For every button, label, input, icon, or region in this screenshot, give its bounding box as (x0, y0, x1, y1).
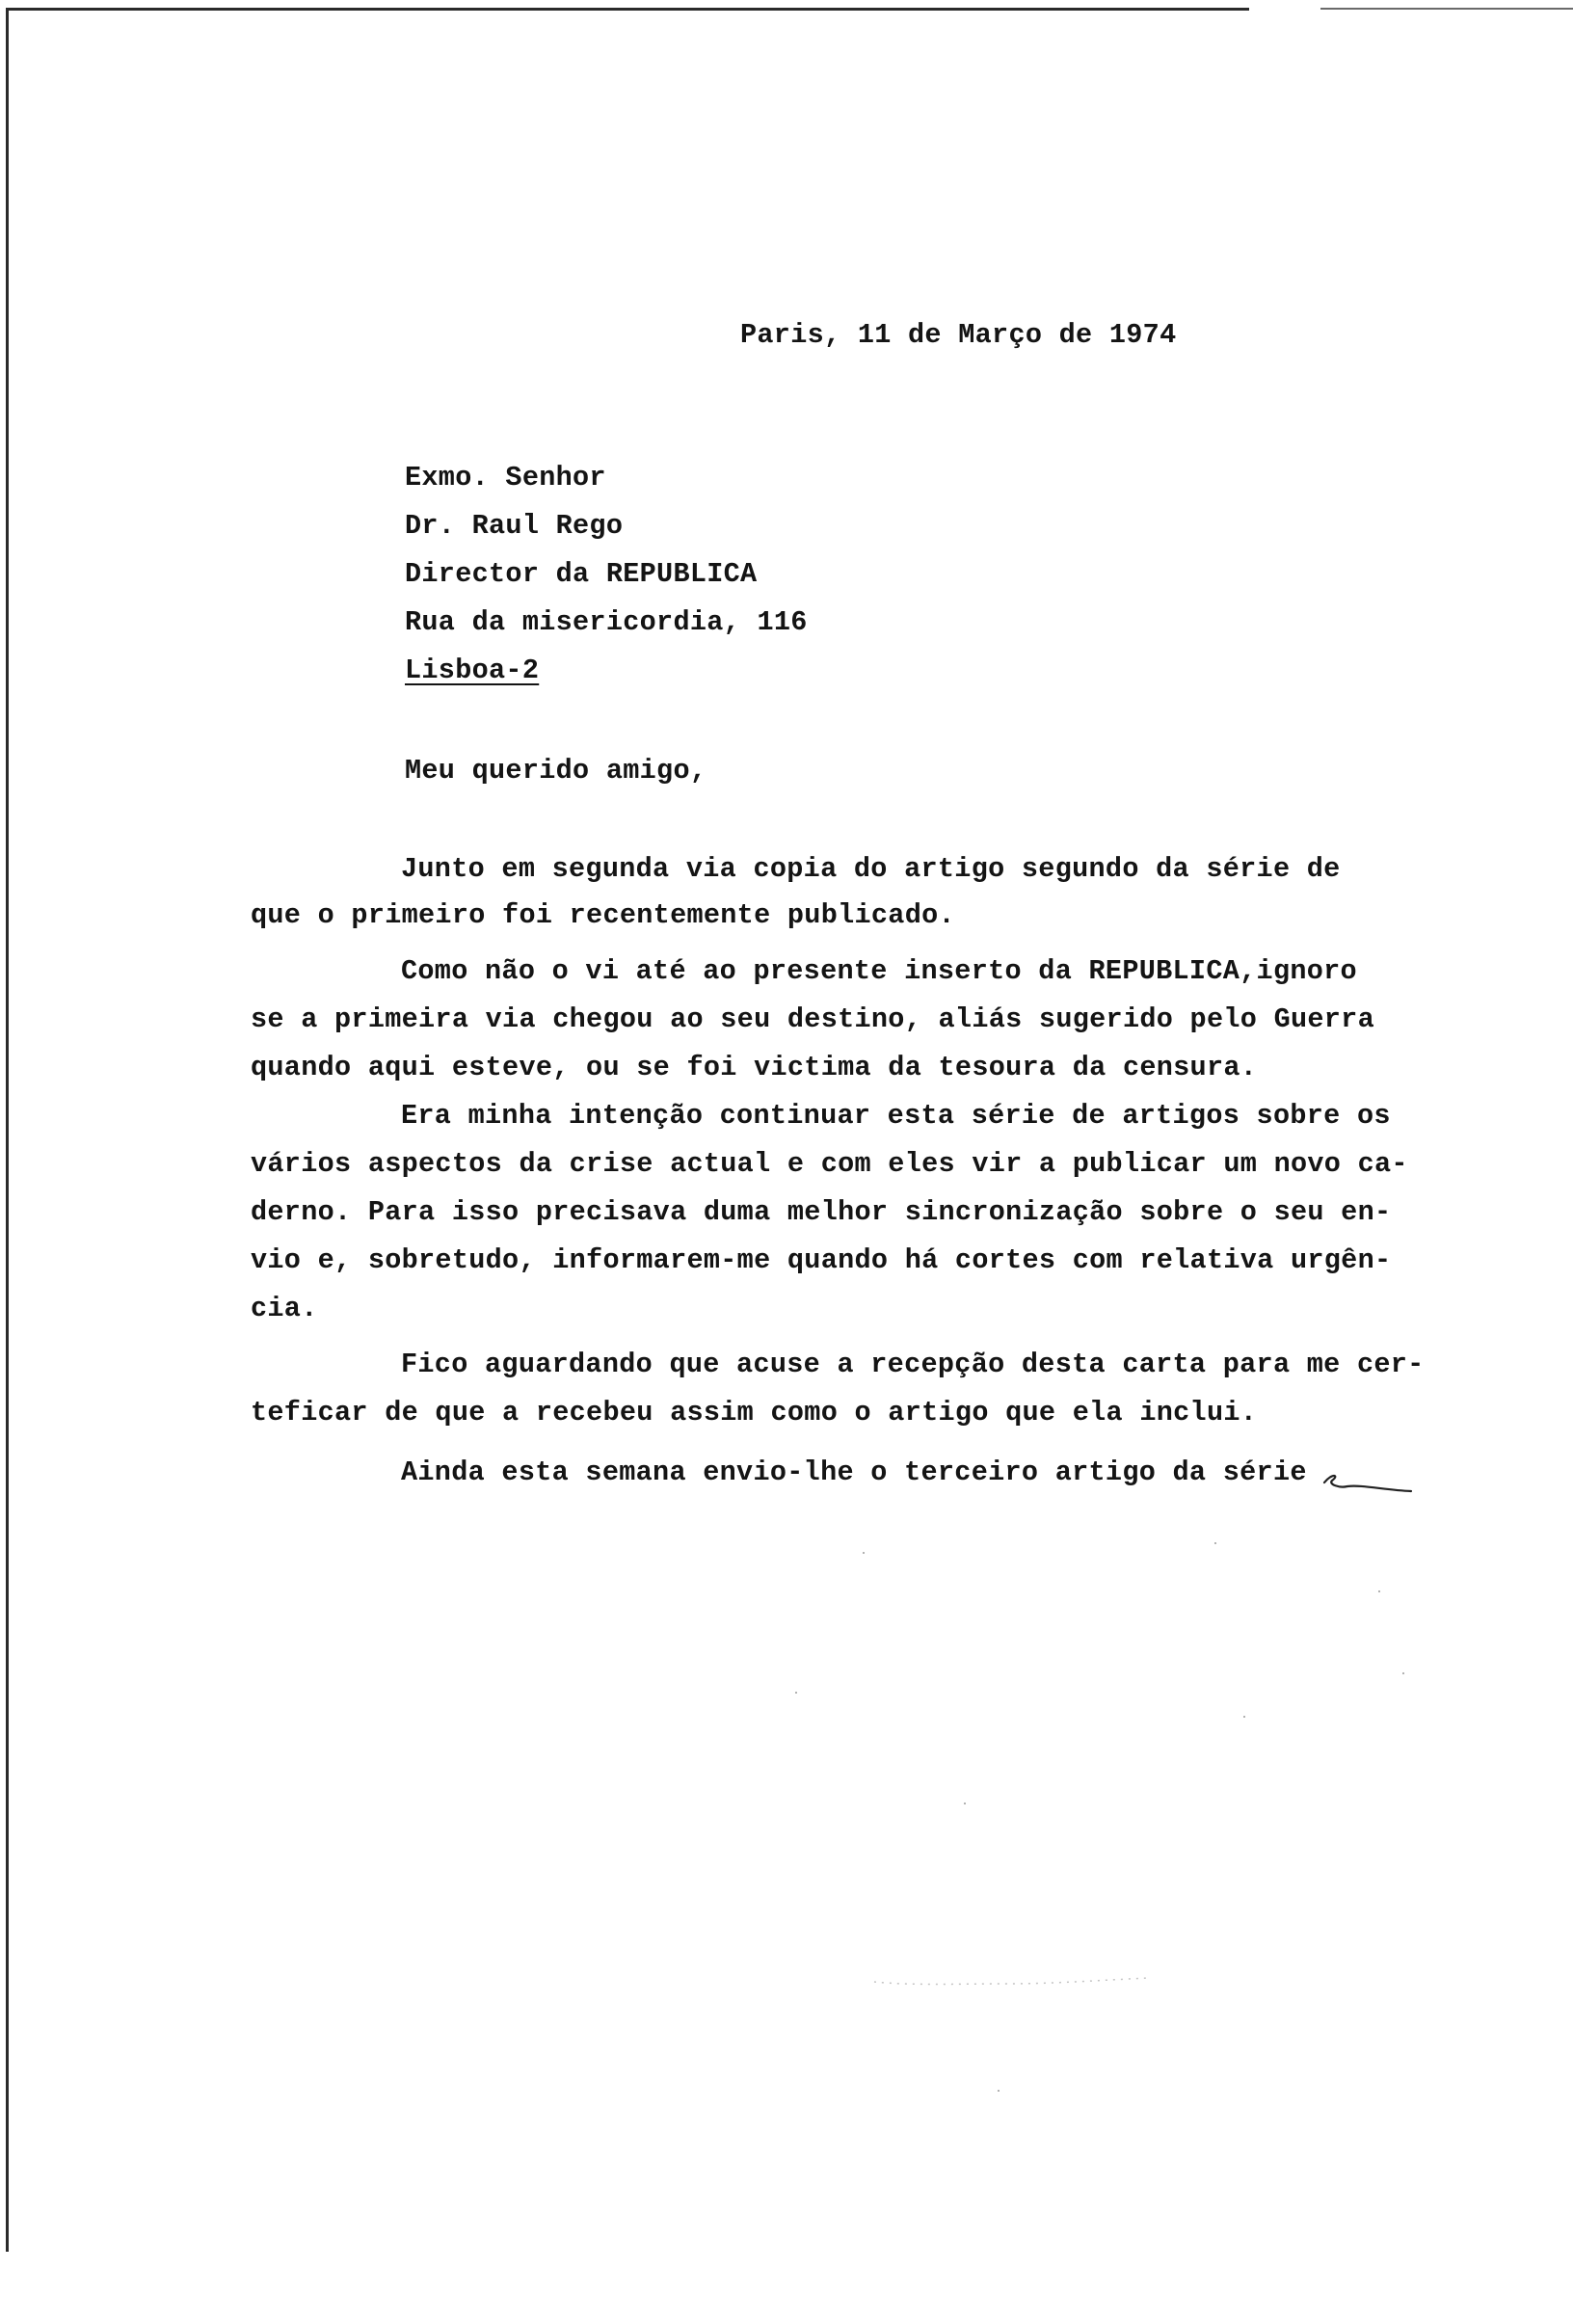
body-line: Ainda esta semana envio-lhe o terceiro artigo da série (401, 1456, 1307, 1488)
address-line: Director da REPUBLICA (405, 558, 758, 590)
paper-speck (1378, 1590, 1380, 1592)
body-line: vio e, sobretudo, informarem-me quando há cortes com relativa urgên- (251, 1244, 1392, 1276)
body-line: Fico aguardando que acuse a recepção desta carta para me cer- (401, 1349, 1425, 1380)
body-line: se a primeira via chegou ao seu destino, aliás sugerido pelo Guerra (251, 1003, 1374, 1035)
body-line: Junto em segunda via copia do artigo segundo da série de (401, 853, 1341, 885)
body-line: teficar de que a recebeu assim como o artigo que ela inclui. (251, 1397, 1258, 1429)
body-line: vários aspectos da crise actual e com eles vir a publicar um novo ca- (251, 1148, 1408, 1180)
paper-speck (1243, 1716, 1245, 1718)
page-border-top (6, 8, 1249, 11)
body-line: derno. Para isso precisava duma melhor sincronização sobre o seu en- (251, 1196, 1392, 1228)
address-line: Rua da misericordia, 116 (405, 606, 808, 638)
address-line: Dr. Raul Rego (405, 510, 624, 542)
address-line: Exmo. Senhor (405, 462, 606, 494)
page-border-top-right (1320, 8, 1573, 10)
letter-date: Paris, 11 de Março de 1974 (740, 319, 1177, 351)
body-line: Era minha intenção continuar esta série de artigos sobre os (401, 1100, 1391, 1132)
salutation: Meu querido amigo, (405, 755, 707, 787)
body-line: Como não o vi até ao presente inserto da REPUBLICA,ignoro (401, 955, 1357, 987)
paper-speck (1402, 1672, 1404, 1674)
paper-speck (998, 2090, 1000, 2092)
paper-speck (1214, 1542, 1216, 1544)
signature-mark (1319, 1461, 1415, 1500)
paper-speck (964, 1803, 966, 1804)
body-line: quando aqui esteve, ou se foi victima da tesoura da censura. (251, 1052, 1258, 1083)
address-city: Lisboa-2 (405, 654, 540, 686)
body-line: cia. (251, 1293, 318, 1324)
paper-speck (863, 1552, 865, 1554)
faint-pencil-mark (872, 1974, 1152, 1990)
page-border-left (6, 8, 9, 2252)
paper-speck (795, 1692, 797, 1694)
body-line: que o primeiro foi recentemente publicado. (251, 899, 955, 931)
